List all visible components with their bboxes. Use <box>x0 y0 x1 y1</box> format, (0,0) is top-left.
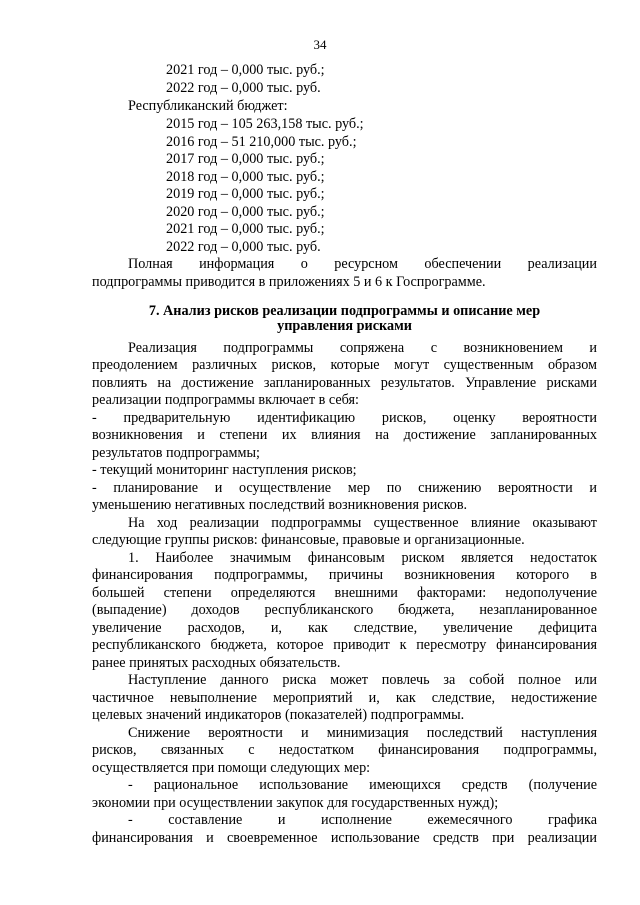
body-line: - рациональное использование имеющихся средств (получение <box>128 777 597 793</box>
body-line: осуществляется при помощи следующих мер: <box>92 760 371 776</box>
body-line: экономии при осуществлении закупок для государственных нужд); <box>92 795 499 811</box>
budget-line: 2021 год – 0,000 тыс. руб.; <box>166 221 325 237</box>
body-line: повлиять на достижение запланированных результатов. Управление рисками <box>92 375 597 391</box>
budget-line: 2016 год – 51 210,000 тыс. руб.; <box>166 134 357 150</box>
section-heading-line: 7. Анализ рисков реализации подпрограммы и описание мер <box>148 303 541 319</box>
body-line: Снижение вероятности и минимизация последствий наступления <box>128 725 597 741</box>
republic-budget-label: Республиканский бюджет: <box>128 98 288 114</box>
budget-line: 2020 год – 0,000 тыс. руб.; <box>166 204 325 220</box>
body-line: финансирования подпрограммы, причины возникновения которого в <box>92 567 597 583</box>
budget-line: 2019 год – 0,000 тыс. руб.; <box>166 186 325 202</box>
body-line: Наступление данного риска может повлечь за собой полное или <box>128 672 597 688</box>
body-line: Реализация подпрограммы сопряжена с возникновением и <box>128 340 597 356</box>
body-line: частичное невыполнение мероприятий и, как следствие, недостижение <box>92 690 597 706</box>
budget-line: 2022 год – 0,000 тыс. руб. <box>166 80 321 96</box>
body-line: рисков, связанных с недостатком финансирования подпрограммы, <box>92 742 597 758</box>
body-line: большей степени определяются внешними факторами: недополучение <box>92 585 597 601</box>
budget-line: 2017 год – 0,000 тыс. руб.; <box>166 151 325 167</box>
body-line: - текущий мониторинг наступления рисков; <box>92 462 357 478</box>
body-line: следующие группы рисков: финансовые, правовые и организационные. <box>92 532 525 548</box>
body-line: ранее принятых расходных обязательств. <box>92 655 341 671</box>
budget-line: 2021 год – 0,000 тыс. руб.; <box>166 62 325 78</box>
info-paragraph-line: Полная информация о ресурсном обеспечении реализации <box>128 256 597 272</box>
body-line: - планирование и осуществление мер по снижению вероятности и <box>92 480 597 496</box>
budget-line: 2018 год – 0,000 тыс. руб.; <box>166 169 325 185</box>
body-line: (выпадение) доходов республиканского бюджета, незапланированное <box>92 602 597 618</box>
body-line: преодолением различных рисков, которые могут существенным образом <box>92 357 597 373</box>
info-paragraph-line: подпрограммы приводится в приложениях 5 и 6 к Госпрограмме. <box>92 274 486 290</box>
page-number: 34 <box>313 37 327 52</box>
budget-line: 2022 год – 0,000 тыс. руб. <box>166 239 321 255</box>
body-line: 1. Наиболее значимым финансовым риском является недостаток <box>128 550 597 566</box>
body-line: На ход реализации подпрограммы существенное влияние оказывают <box>128 515 597 531</box>
body-line: увеличение расходов, и, как следствие, увеличение дефицита <box>92 620 597 636</box>
body-line: результатов подпрограммы; <box>92 445 260 461</box>
body-line: реализации подпрограммы включает в себя: <box>92 392 359 408</box>
body-line: республиканского бюджета, которое приводит к пересмотру финансирования <box>92 637 597 653</box>
budget-line: 2015 год – 105 263,158 тыс. руб.; <box>166 116 364 132</box>
body-line: - предварительную идентификацию рисков, оценку вероятности <box>92 410 597 426</box>
section-heading-line: управления рисками <box>277 318 412 334</box>
body-line: целевых значений индикаторов (показателей) подпрограммы. <box>92 707 465 723</box>
body-line: - составление и исполнение ежемесячного графика <box>128 812 597 828</box>
body-line: финансирования и своевременное использование средств при реализации <box>92 830 597 846</box>
body-line: возникновения и степени их влияния на достижение запланированных <box>92 427 597 443</box>
body-line: уменьшению негативных последствий возникновения рисков. <box>92 497 468 513</box>
